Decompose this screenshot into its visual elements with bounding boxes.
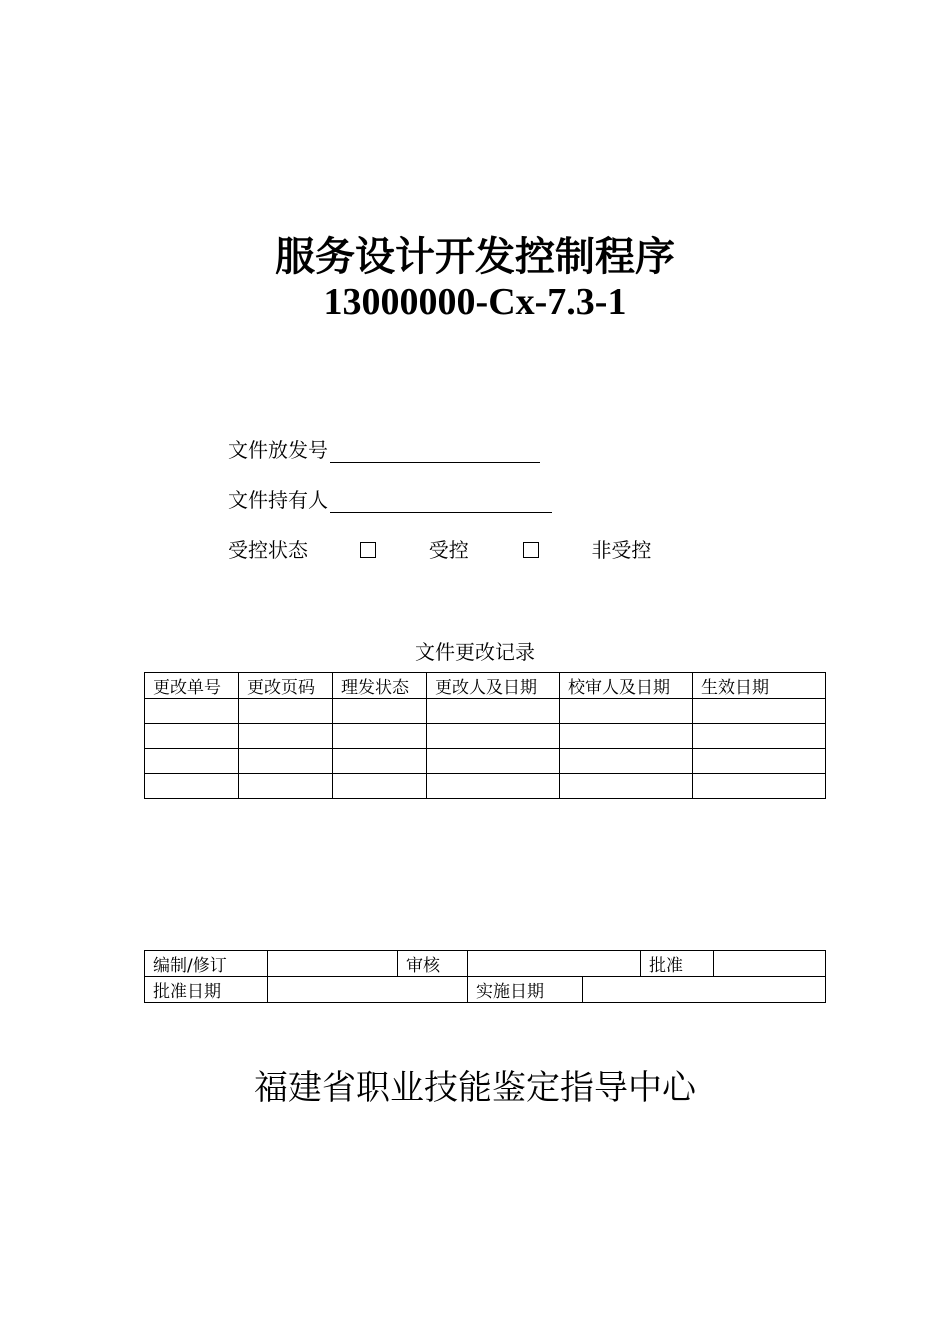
header-cell: 更改页码	[239, 673, 333, 699]
holder-line	[330, 490, 552, 513]
table-cell	[560, 699, 693, 724]
table-cell	[693, 699, 826, 724]
approve-label: 批准	[641, 951, 714, 977]
table-cell	[333, 774, 427, 799]
signoff-row	[145, 977, 826, 1003]
uncontrolled-checkbox[interactable]	[523, 542, 539, 558]
controlled-option-label: 受控	[428, 538, 469, 562]
table-cell	[239, 699, 333, 724]
review-label: 审核	[398, 951, 468, 977]
table-row	[145, 724, 826, 749]
table-cell	[239, 774, 333, 799]
table-cell	[145, 724, 239, 749]
table-row	[145, 699, 826, 724]
change-record-title: 文件更改记录	[415, 640, 535, 664]
table-cell	[145, 774, 239, 799]
document-number: 13000000-Cx-7.3-1	[323, 281, 627, 323]
table-cell	[427, 774, 560, 799]
issue-number-label: 文件放发号	[228, 438, 328, 462]
header-cell: 更改人及日期	[427, 673, 560, 699]
table-cell	[333, 724, 427, 749]
issue-number-field	[228, 437, 540, 463]
edit-label: 编制/修订	[145, 951, 268, 977]
signoff-table	[144, 950, 826, 1003]
edit-value-cell	[268, 951, 398, 977]
approve-date-label: 批准日期	[145, 977, 268, 1003]
table-cell	[427, 699, 560, 724]
issue-number-line	[330, 440, 540, 463]
table-cell	[427, 724, 560, 749]
table-cell	[693, 724, 826, 749]
controlled-checkbox[interactable]	[360, 542, 376, 558]
holder-field	[228, 487, 552, 513]
table-cell	[560, 724, 693, 749]
table-cell	[560, 749, 693, 774]
document-title: 服务设计开发控制程序	[275, 234, 675, 280]
table-cell	[145, 699, 239, 724]
table-cell	[693, 774, 826, 799]
header-cell: 更改单号	[145, 673, 239, 699]
header-cell: 生效日期	[693, 673, 826, 699]
effective-date-label: 实施日期	[468, 977, 583, 1003]
table-cell	[333, 699, 427, 724]
control-status-label: 受控状态	[228, 538, 308, 562]
uncontrolled-option-label: 非受控	[591, 538, 652, 562]
header-cell: 理发状态	[333, 673, 427, 699]
effective-date-value-cell	[583, 977, 826, 1003]
holder-label: 文件持有人	[228, 488, 328, 512]
table-cell	[333, 749, 427, 774]
table-row	[145, 774, 826, 799]
table-cell	[239, 749, 333, 774]
table-cell	[145, 749, 239, 774]
organization-name: 福建省职业技能鉴定指导中心	[254, 1068, 696, 1108]
table-header-row	[145, 673, 826, 699]
approve-value-cell	[714, 951, 826, 977]
change-record-table	[144, 672, 826, 799]
table-cell	[560, 774, 693, 799]
table-cell	[239, 724, 333, 749]
table-cell	[693, 749, 826, 774]
table-cell	[427, 749, 560, 774]
signoff-row	[145, 951, 826, 977]
approve-date-value-cell	[268, 977, 468, 1003]
table-row	[145, 749, 826, 774]
header-cell: 校审人及日期	[560, 673, 693, 699]
review-value-cell	[468, 951, 641, 977]
control-status-field	[228, 537, 651, 563]
